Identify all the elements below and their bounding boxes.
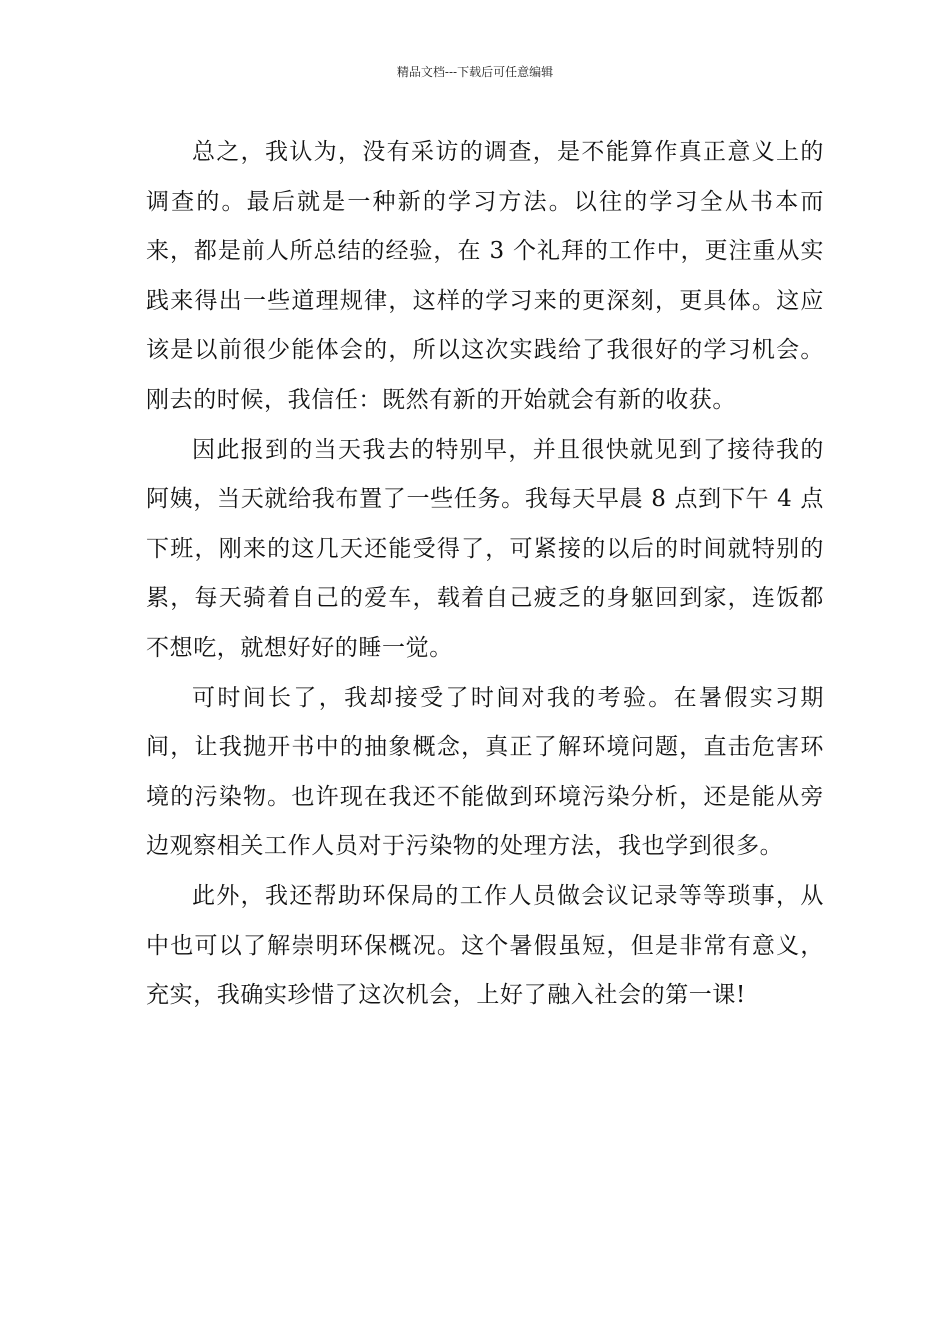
paragraph-1: 总之，我认为，没有采访的调查，是不能算作真正意义上的调查的。最后就是一种新的学习方法。以往的学习全从书本而来，都是前人所总结的经验，在 3 个礼拜的工作中，更注重从实践来得出一些道理规律，这样的学习来的更深刻，更具体。这应该是以前很少能体会的，所以这次实践给了我很好的学习机会。刚去的时候，我信任：既然有新的开始就会有新的收获。	[146, 139, 824, 413]
paragraph-4: 此外，我还帮助环保局的工作人员做会议记录等等琐事，从中也可以了解崇明环保概况。这个暑假虽短，但是非常有意义，充实，我确实珍惜了这次机会，上好了融入社会的第一课!	[146, 882, 824, 1009]
paragraph-2: 因此报到的当天我去的特别早，并且很快就见到了接待我的阿姨，当天就给我布置了一些任务。我每天早晨 8 点到下午 4 点下班，刚来的这几天还能受得了，可紧接的以后的时间就特别的累，每天骑着自己的爱车，载着自己疲乏的身躯回到家，连饭都不想吃，就想好好的睡一觉。	[146, 436, 824, 661]
document-body	[146, 128, 824, 1021]
page-header: 精品文档---下载后可任意编辑	[396, 65, 554, 79]
paragraph-3: 可时间长了，我却接受了时间对我的考验。在暑假实习期间，让我抛开书中的抽象概念，真正了解环境问题，直击危害环境的污染物。也许现在我还不能做到环境污染分析，还是能从旁边观察相关工作人员对于污染物的处理方法，我也学到很多。	[146, 684, 824, 860]
